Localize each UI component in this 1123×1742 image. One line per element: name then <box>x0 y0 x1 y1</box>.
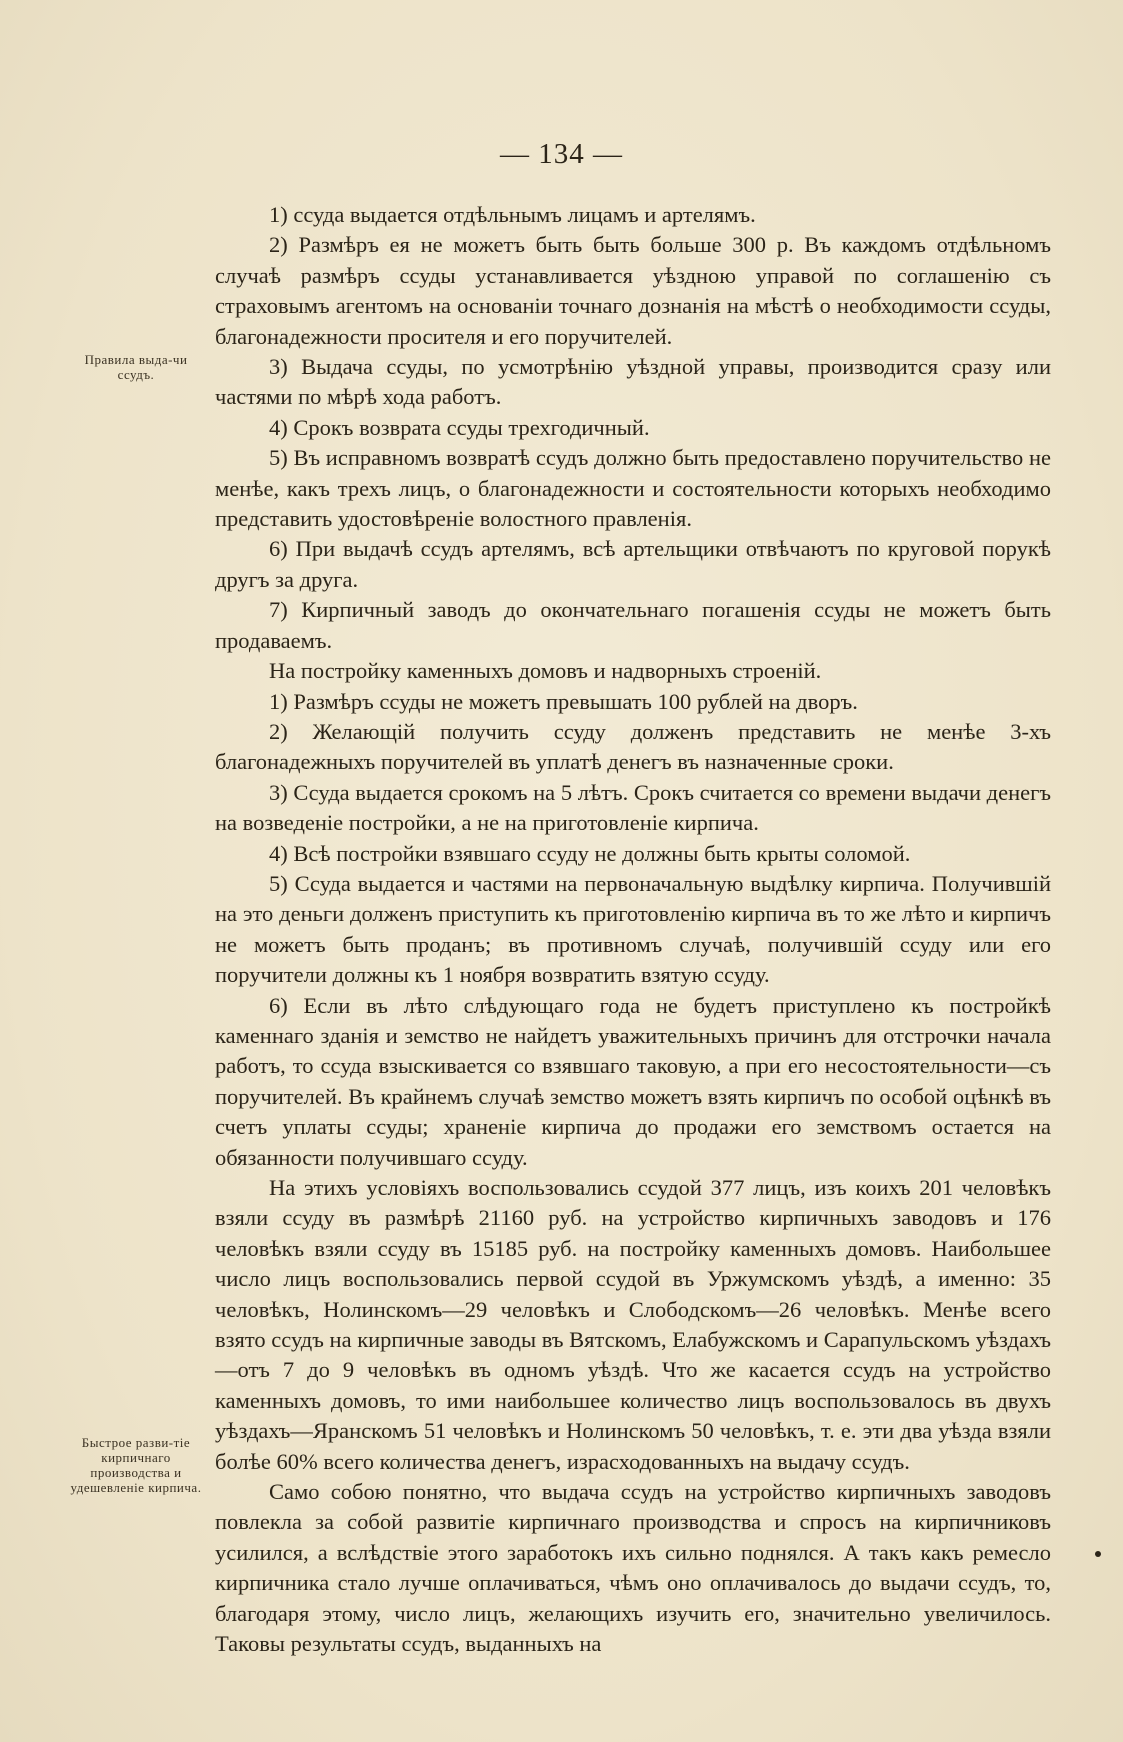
paragraph: 4) Всѣ постройки взявшаго ссуду не должны быть крыты соломой. <box>269 840 911 866</box>
body-text <box>215 200 1051 1660</box>
ink-dot <box>1095 1551 1101 1557</box>
paragraph: На этихъ условіяхъ воспользовались ссудой 377 лицъ, изъ коихъ 201 человѣкъ взяли ссуду въ размѣрѣ 21160 руб. на устройство кирпичныхъ заводовъ и 176 человѣкъ взяли ссуду въ 15185 руб. на постройку каменныхъ домовъ. Наибольшее число лицъ воспользовались первой ссудой въ Уржумскомъ уѣздѣ, а именно: 35 человѣкъ, Нолинскомъ—29 человѣкъ и Слободскомъ—26 человѣкъ. Менѣе всего взято ссудъ на кирпичные заводы въ Вятскомъ, Елабужскомъ и Сарапульскомъ уѣздахъ—отъ 7 до 9 человѣкъ въ одномъ уѣздѣ. Что же касается ссудъ на устройство каменныхъ домовъ, то ими наибольшее количество лицъ воспользовалось въ двухъ уѣздахъ—Яранскомъ 51 человѣкъ и Нолинскомъ 50 человѣкъ, т. е. эти два уѣзда взяли болѣе 60% всего количества денегъ, израсходованныхъ на выдачу ссудъ. <box>215 1175 1051 1474</box>
paragraph: 4) Срокъ возврата ссуды трехгодичный. <box>269 414 650 440</box>
paragraph: 5) Ссуда выдается и частями на первоначальную выдѣлку кирпича. Получившій на это деньги долженъ приступить къ приготовленію кирпича въ то же лѣто и кирпичъ не можетъ быть проданъ; въ противномъ случаѣ, получившій ссуду или его поручители должны къ 1 ноября возвратить взятую ссуду. <box>215 870 1051 988</box>
paragraph: 1) ссуда выдается отдѣльнымъ лицамъ и артелямъ. <box>269 202 756 227</box>
paragraph: 6) Если въ лѣто слѣдующаго года не будетъ приступлено къ постройкѣ каменнаго зданія и земство не найдетъ уважительныхъ причинъ для отстрочки начала работъ, то ссуда взыскивается со взявшаго таковую, а при его несостоятельности—съ поручителей. Въ крайнемъ случаѣ земство можетъ взять кирпичъ по особой оцѣнкѣ въ счетъ уплаты ссуды; храненіе кирпича до продажи его земствомъ остается на обязанности получившаго ссуду. <box>215 992 1051 1170</box>
paragraph: 3) Выдача ссуды, по усмотрѣнію уѣздной управы, производится сразу или частями по мѣрѣ хода работъ. <box>215 354 1051 410</box>
paragraph: Само собою понятно, что выдача ссудъ на устройство кирпичныхъ заводовъ повлекла за собой развитіе кирпичнаго производства и спросъ на кирпичниковъ усилился, а вслѣдствіе этого заработокъ ихъ сильно поднялся. А такъ какъ ремесло кирпичника стало лучше оплачиваться, чѣмъ оно оплачивалось до выдачи ссудъ, то, благодаря этому, число лицъ, желающихъ изучить его, значительно увеличилось. Таковы результаты ссудъ, выданныхъ на <box>215 1479 1051 1657</box>
margin-note-loan-rules: Правила выда-чи ссудъ. <box>84 352 188 382</box>
margin-note-brick-production: Быстрое разви-тіе кирпичнаго производства и удешевленіе кирпича. <box>70 1435 202 1495</box>
paragraph: 5) Въ исправномъ возвратѣ ссудъ должно быть предоставлено поручительство не менѣе, какъ трехъ лицъ, о благонадежности и состоятельности которыхъ необходимо представить удостовѣреніе волостного правленія. <box>215 445 1051 532</box>
paragraph: 1) Размѣръ ссуды не можетъ превышать 100 рублей на дворъ. <box>269 688 858 714</box>
paragraph: 6) При выдачѣ ссудъ артелямъ, всѣ артельщики отвѣчаютъ по круговой порукѣ другъ за друга. <box>215 536 1051 592</box>
paragraph: 2) Размѣръ ея не можетъ быть быть больше 300 р. Въ каждомъ отдѣльномъ случаѣ размѣръ ссуды устанавливается уѣздною управой по соглашенію съ страховымъ агентомъ на основаніи точнаго дознанія на мѣстѣ о необходимости ссуды, благонадежности просителя и его поручителей. <box>215 232 1051 349</box>
section-heading: На постройку каменныхъ домовъ и надворныхъ строеній. <box>269 658 822 684</box>
paragraph: 3) Ссуда выдается срокомъ на 5 лѣтъ. Срокъ считается со времени выдачи денегъ на возведеніе постройки, а не на приготовленіе кирпича. <box>215 779 1051 836</box>
paragraph: 7) Кирпичный заводъ до окончательнаго погашенія ссуды не можетъ быть продаваемъ. <box>215 597 1051 653</box>
paragraph: 2) Желающій получить ссуду долженъ представить не менѣе 3-хъ благонадежныхъ поручителей въ уплатѣ денегъ въ назначенные сроки. <box>215 718 1051 775</box>
page-number: — 134 — <box>500 138 623 170</box>
